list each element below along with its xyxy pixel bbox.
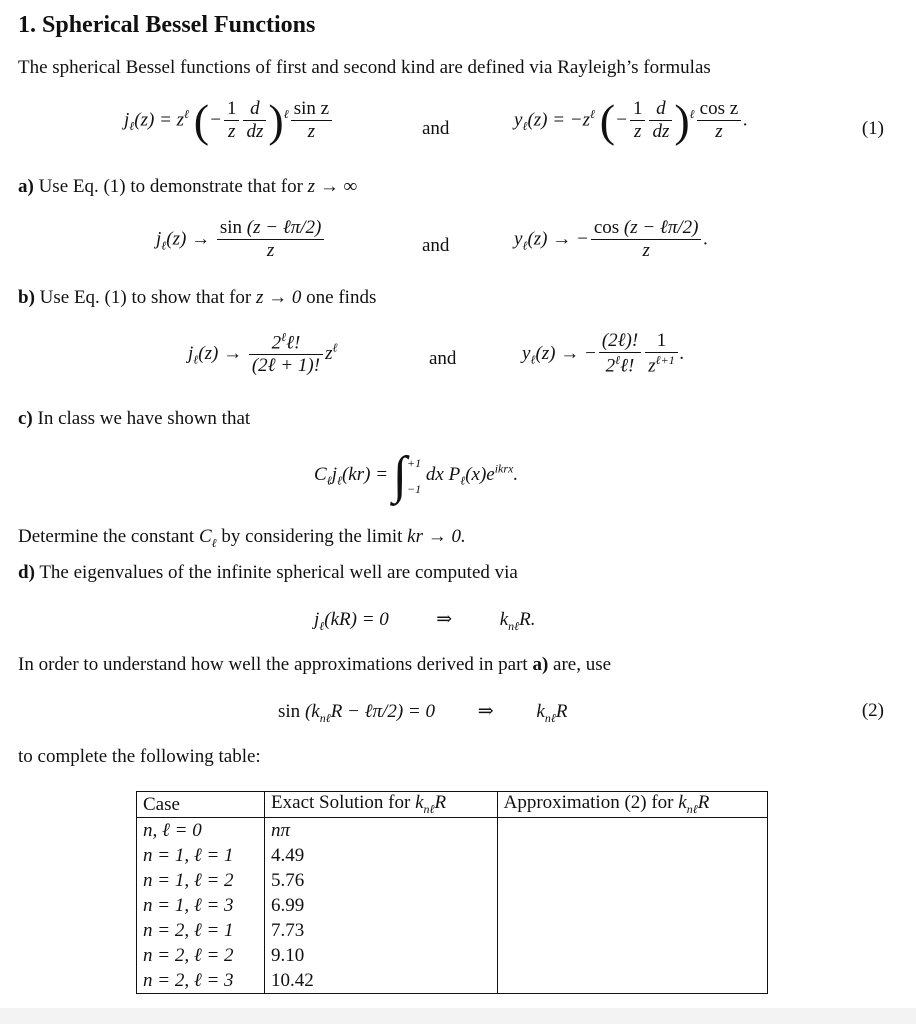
and-word: and: [422, 235, 450, 256]
header-exact: Exact Solution for $k_{n\ell}R$: [265, 792, 498, 818]
cell-approx[interactable]: [497, 968, 767, 994]
table-row: [137, 893, 768, 918]
complete-text: to complete the following table:: [18, 746, 261, 767]
cell-case: n = 1, ℓ = 1: [137, 843, 265, 868]
understand-suffix: are, use: [553, 654, 612, 675]
part-b-j-limit: $j_\ell(z)$ → $\frac{2^\ell\ell!}{\text{(2ℓ + 1)!}}$ $z^\ell$: [188, 330, 338, 377]
part-a-label: a): [18, 176, 34, 197]
part-b-label: b): [18, 287, 35, 308]
cell-case: n = 2, ℓ = 2: [137, 943, 265, 968]
understand-line: [18, 654, 611, 676]
bottom-edge: [0, 1008, 916, 1024]
cell-approx[interactable]: [497, 868, 767, 893]
part-a: a) Use Eq. (1) to demonstrate that for z → ∞: [18, 176, 358, 197]
part-c: [18, 408, 250, 430]
section-title: 1. Spherical Bessel Functions: [18, 12, 316, 38]
part-c-text: In class we have shown that: [37, 408, 251, 429]
understand-bold: a): [532, 654, 549, 675]
part-d-label: d): [18, 562, 35, 583]
table-row: [137, 843, 768, 868]
cell-case: n = 2, ℓ = 1: [137, 918, 265, 943]
part-b-suffix: one finds: [306, 287, 377, 308]
part-b: b) Use Eq. (1) to show that for z → 0 one finds: [18, 287, 377, 308]
determine-suffix: by considering the limit: [221, 526, 403, 547]
table-row: [137, 918, 768, 943]
cell-approx[interactable]: [497, 818, 767, 844]
cell-exact: 7.73: [265, 918, 498, 943]
cell-exact: nπ: [265, 818, 498, 844]
part-a-y-limit: $y_\ell(z)$ → − $\frac{\text{cos (z − ℓπ/2)}}{z}$ .: [514, 217, 709, 261]
cell-exact: 9.10: [265, 943, 498, 968]
eigen-condition: $j_\ell(kR) = 0$ ⇒ $k_{n\ell}R$.: [314, 609, 536, 633]
cell-case: n = 1, ℓ = 2: [137, 868, 265, 893]
cell-exact: 4.49: [265, 843, 498, 868]
part-c-integral: $C_\ell j_\ell(kr)$ = ∫ +1 −1 dx $P_\ell(x)e^{ikrx}$.: [314, 447, 519, 504]
table-row: [137, 868, 768, 893]
part-d: [18, 562, 518, 584]
part-a-text: Use Eq. (1) to demonstrate that for: [38, 176, 303, 197]
cell-case: n, ℓ = 0: [137, 818, 265, 844]
intro-text: The spherical Bessel functions of first and second kind are defined via Rayleigh’s formulas: [18, 57, 711, 78]
eq1-y-definition: $y_\ell(z) = -z^\ell$ (− $\frac{1}{z}$ $\frac{d}{dz}$ )$^\ell$ $\frac{\text{cos z}}{z}$ .: [514, 95, 748, 146]
part-c-label: c): [18, 408, 33, 429]
part-b-y-limit: $y_\ell(z)$ → − $\frac{\text{(2ℓ)!}}{2^\ell\ell!}$ $\frac{1}{z^{\ell+1}}$ .: [522, 330, 685, 377]
eq1-number: (1): [861, 118, 884, 139]
cell-approx[interactable]: [497, 893, 767, 918]
table-row: [137, 968, 768, 994]
eq1-j-definition: $j_\ell(z) = z^\ell$ (− $\frac{1}{z}$ $\frac{d}{dz}$ )$^\ell$ $\frac{\text{sin z}}{z}$: [124, 98, 334, 144]
table-row: [137, 818, 768, 844]
determine-text: Determine the constant: [18, 526, 195, 547]
eigenvalue-table: [136, 791, 768, 994]
header-approx: Approximation (2) for $k_{n\ell}R$: [497, 792, 767, 818]
cell-case: n = 2, ℓ = 3: [137, 968, 265, 994]
cell-approx[interactable]: [497, 843, 767, 868]
table-row: [137, 943, 768, 968]
determine-line: Determine the constant $C_\ell$ by considering the limit kr → 0.: [18, 526, 466, 550]
cell-exact: 10.42: [265, 968, 498, 994]
cell-exact: 5.76: [265, 868, 498, 893]
header-case: Case: [137, 792, 265, 818]
table-header-row: [137, 792, 768, 818]
and-word: and: [422, 118, 450, 139]
eq2-number: (2): [861, 700, 884, 721]
cell-approx[interactable]: [497, 918, 767, 943]
understand-text: In order to understand how well the approximations derived in part: [18, 654, 528, 675]
and-word: and: [429, 348, 457, 369]
cell-case: n = 1, ℓ = 3: [137, 893, 265, 918]
part-b-text: Use Eq. (1) to show that for: [39, 287, 252, 308]
cell-approx[interactable]: [497, 943, 767, 968]
eq2-approximation: $\sin (k_{n\ell}R$ − ℓπ/2) = 0 ⇒ $k_{n\ell}R$: [278, 701, 568, 725]
part-d-text: The eigenvalues of the infinite spherical well are computed via: [39, 562, 518, 583]
cell-exact: 6.99: [265, 893, 498, 918]
part-a-j-limit: $j_\ell(z)$ → $\frac{\text{sin (z − ℓπ/2)}}{z}$: [156, 218, 326, 263]
